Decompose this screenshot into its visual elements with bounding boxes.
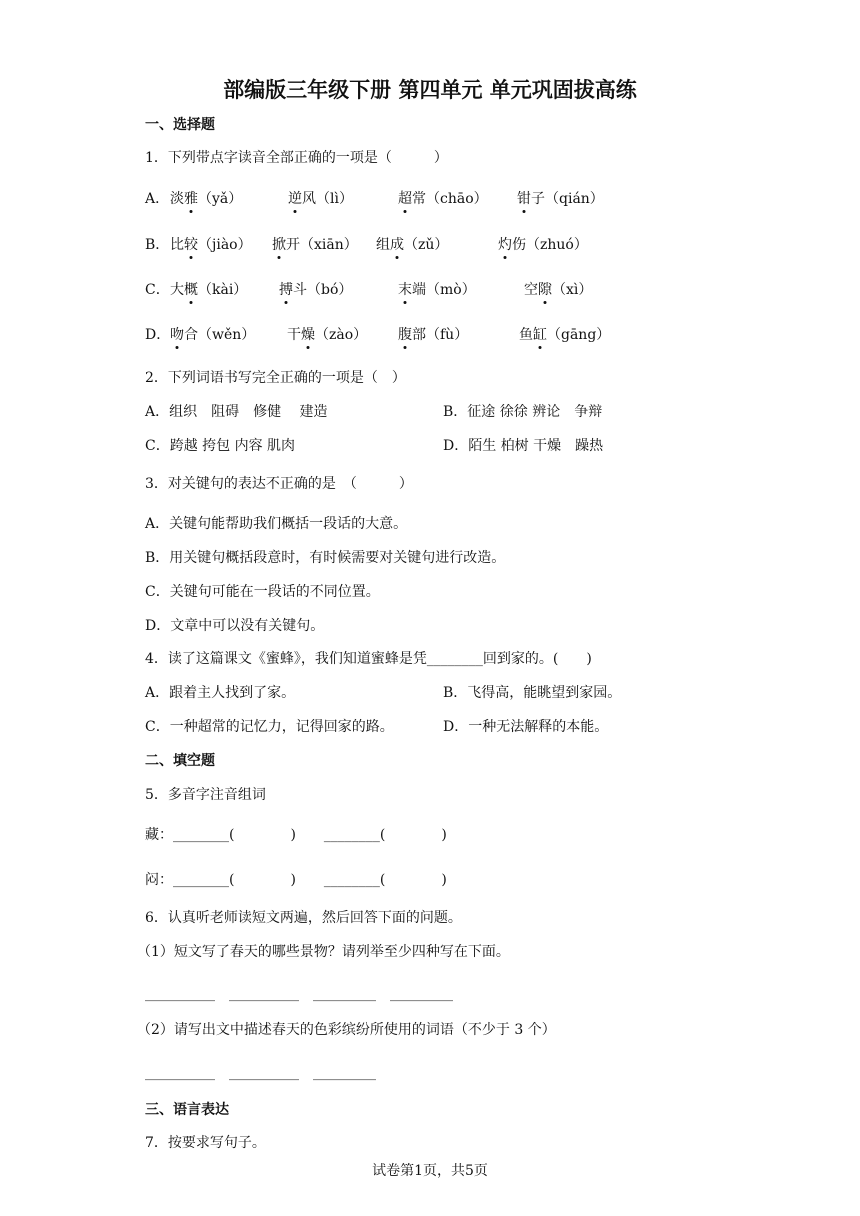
q1-d-item-4: 鱼缸（gāng） [519,324,610,344]
page-title: 部编版三年级下册 第四单元 单元巩固拔高练 [223,78,637,102]
q1-d-item-3: 腹部（fù） [398,324,468,344]
q4-option-b: B．飞得高，能眺望到家园。 [443,685,622,701]
q1-a-item-4: 钳子（qián） [517,188,604,208]
q2-option-a: A．组织 阻碍 修健 建造 [145,404,328,420]
q1-option-d: D． [145,327,171,343]
q3-stem: 3．对关键句的表达不正确的是 （ ） [145,476,413,492]
q4-option-c: C．一种超常的记忆力，记得回家的路。 [145,719,394,735]
q1-b-item-2: 掀开（xiān） [272,234,358,254]
q5-row-men: 闷：________( ) ________( ) [145,872,447,888]
q1-c-item-2: 搏斗（bó） [279,279,352,299]
q1-b-item-4: 灼伤（zhuó） [498,234,588,254]
q3-option-b: B．用关键句概括段意时，有时候需要对关键句进行改造。 [145,550,506,566]
q4-stem: 4．读了这篇课文《蜜蜂》，我们知道蜜蜂是凭________回到家的。( ) [145,651,592,667]
q3-option-c: C．关键句可能在一段话的不同位置。 [145,584,380,600]
q4-option-d: D．一种无法解释的本能。 [443,719,609,735]
q6-stem: 6．认真听老师读短文两遍，然后回答下面的问题。 [145,910,462,926]
q1-option-c: C． [145,282,170,298]
q1-d-item-2: 干燥（zào） [287,324,367,344]
q4-option-a: A．跟着主人找到了家。 [145,685,296,701]
q7-stem: 7．按要求写句子。 [145,1135,266,1151]
section-heading-fill: 二、填空题 [145,753,215,769]
q2-option-d: D．陌生 柏树 干燥 躁热 [443,438,604,454]
section-heading-choice: 一、选择题 [145,117,215,133]
q1-a-item-3: 超常（chāo） [398,188,488,208]
q3-option-d: D．文章中可以没有关键句。 [145,618,325,634]
q1-a-item-2: 逆风（lì） [288,188,353,208]
q5-stem: 5．多音字注音组词 [145,787,266,803]
section-heading-expression: 三、语言表达 [145,1102,229,1118]
q1-option-b: B． [145,237,170,253]
q1-c-item-3: 末端（mò） [398,279,476,299]
q2-option-b: B．征途 徐徐 辨论 争辩 [443,404,603,420]
q5-row-cang: 藏：________( ) ________( ) [145,827,447,843]
q3-option-a: A．关键句能帮助我们概括一段话的大意。 [145,516,408,532]
q1-b-item-1: 比较（jiào） [170,234,252,254]
q6-answer-blanks-1: __________ __________ _________ _________ [145,986,453,1002]
q1-c-item-4: 空隙（xì） [524,279,592,299]
q6-part-2: （2）请写出文中描述春天的色彩缤纷所使用的词语（不少于 3 个） [137,1022,556,1038]
q1-d-item-1: 吻合（wěn） [170,324,255,344]
q2-option-c: C．跨越 挎包 内容 肌肉 [145,438,296,454]
q1-c-item-1: 大概（kài） [170,279,247,299]
q1-b-item-3: 组成（zǔ） [376,234,448,254]
q6-part-1: （1）短文写了春天的哪些景物？请列举至少四种写在下面。 [137,944,510,960]
q1-option-a: A． [145,191,170,207]
q1-a-item-1: 淡雅（yǎ） [170,188,242,208]
q6-answer-blanks-2: __________ __________ _________ [145,1065,376,1081]
q1-stem: 1．下列带点字读音全部正确的一项是（ ） [145,150,448,166]
page-footer: 试卷第1页，共5页 [372,1163,488,1179]
q2-stem: 2．下列词语书写完全正确的一项是（ ） [145,370,406,386]
